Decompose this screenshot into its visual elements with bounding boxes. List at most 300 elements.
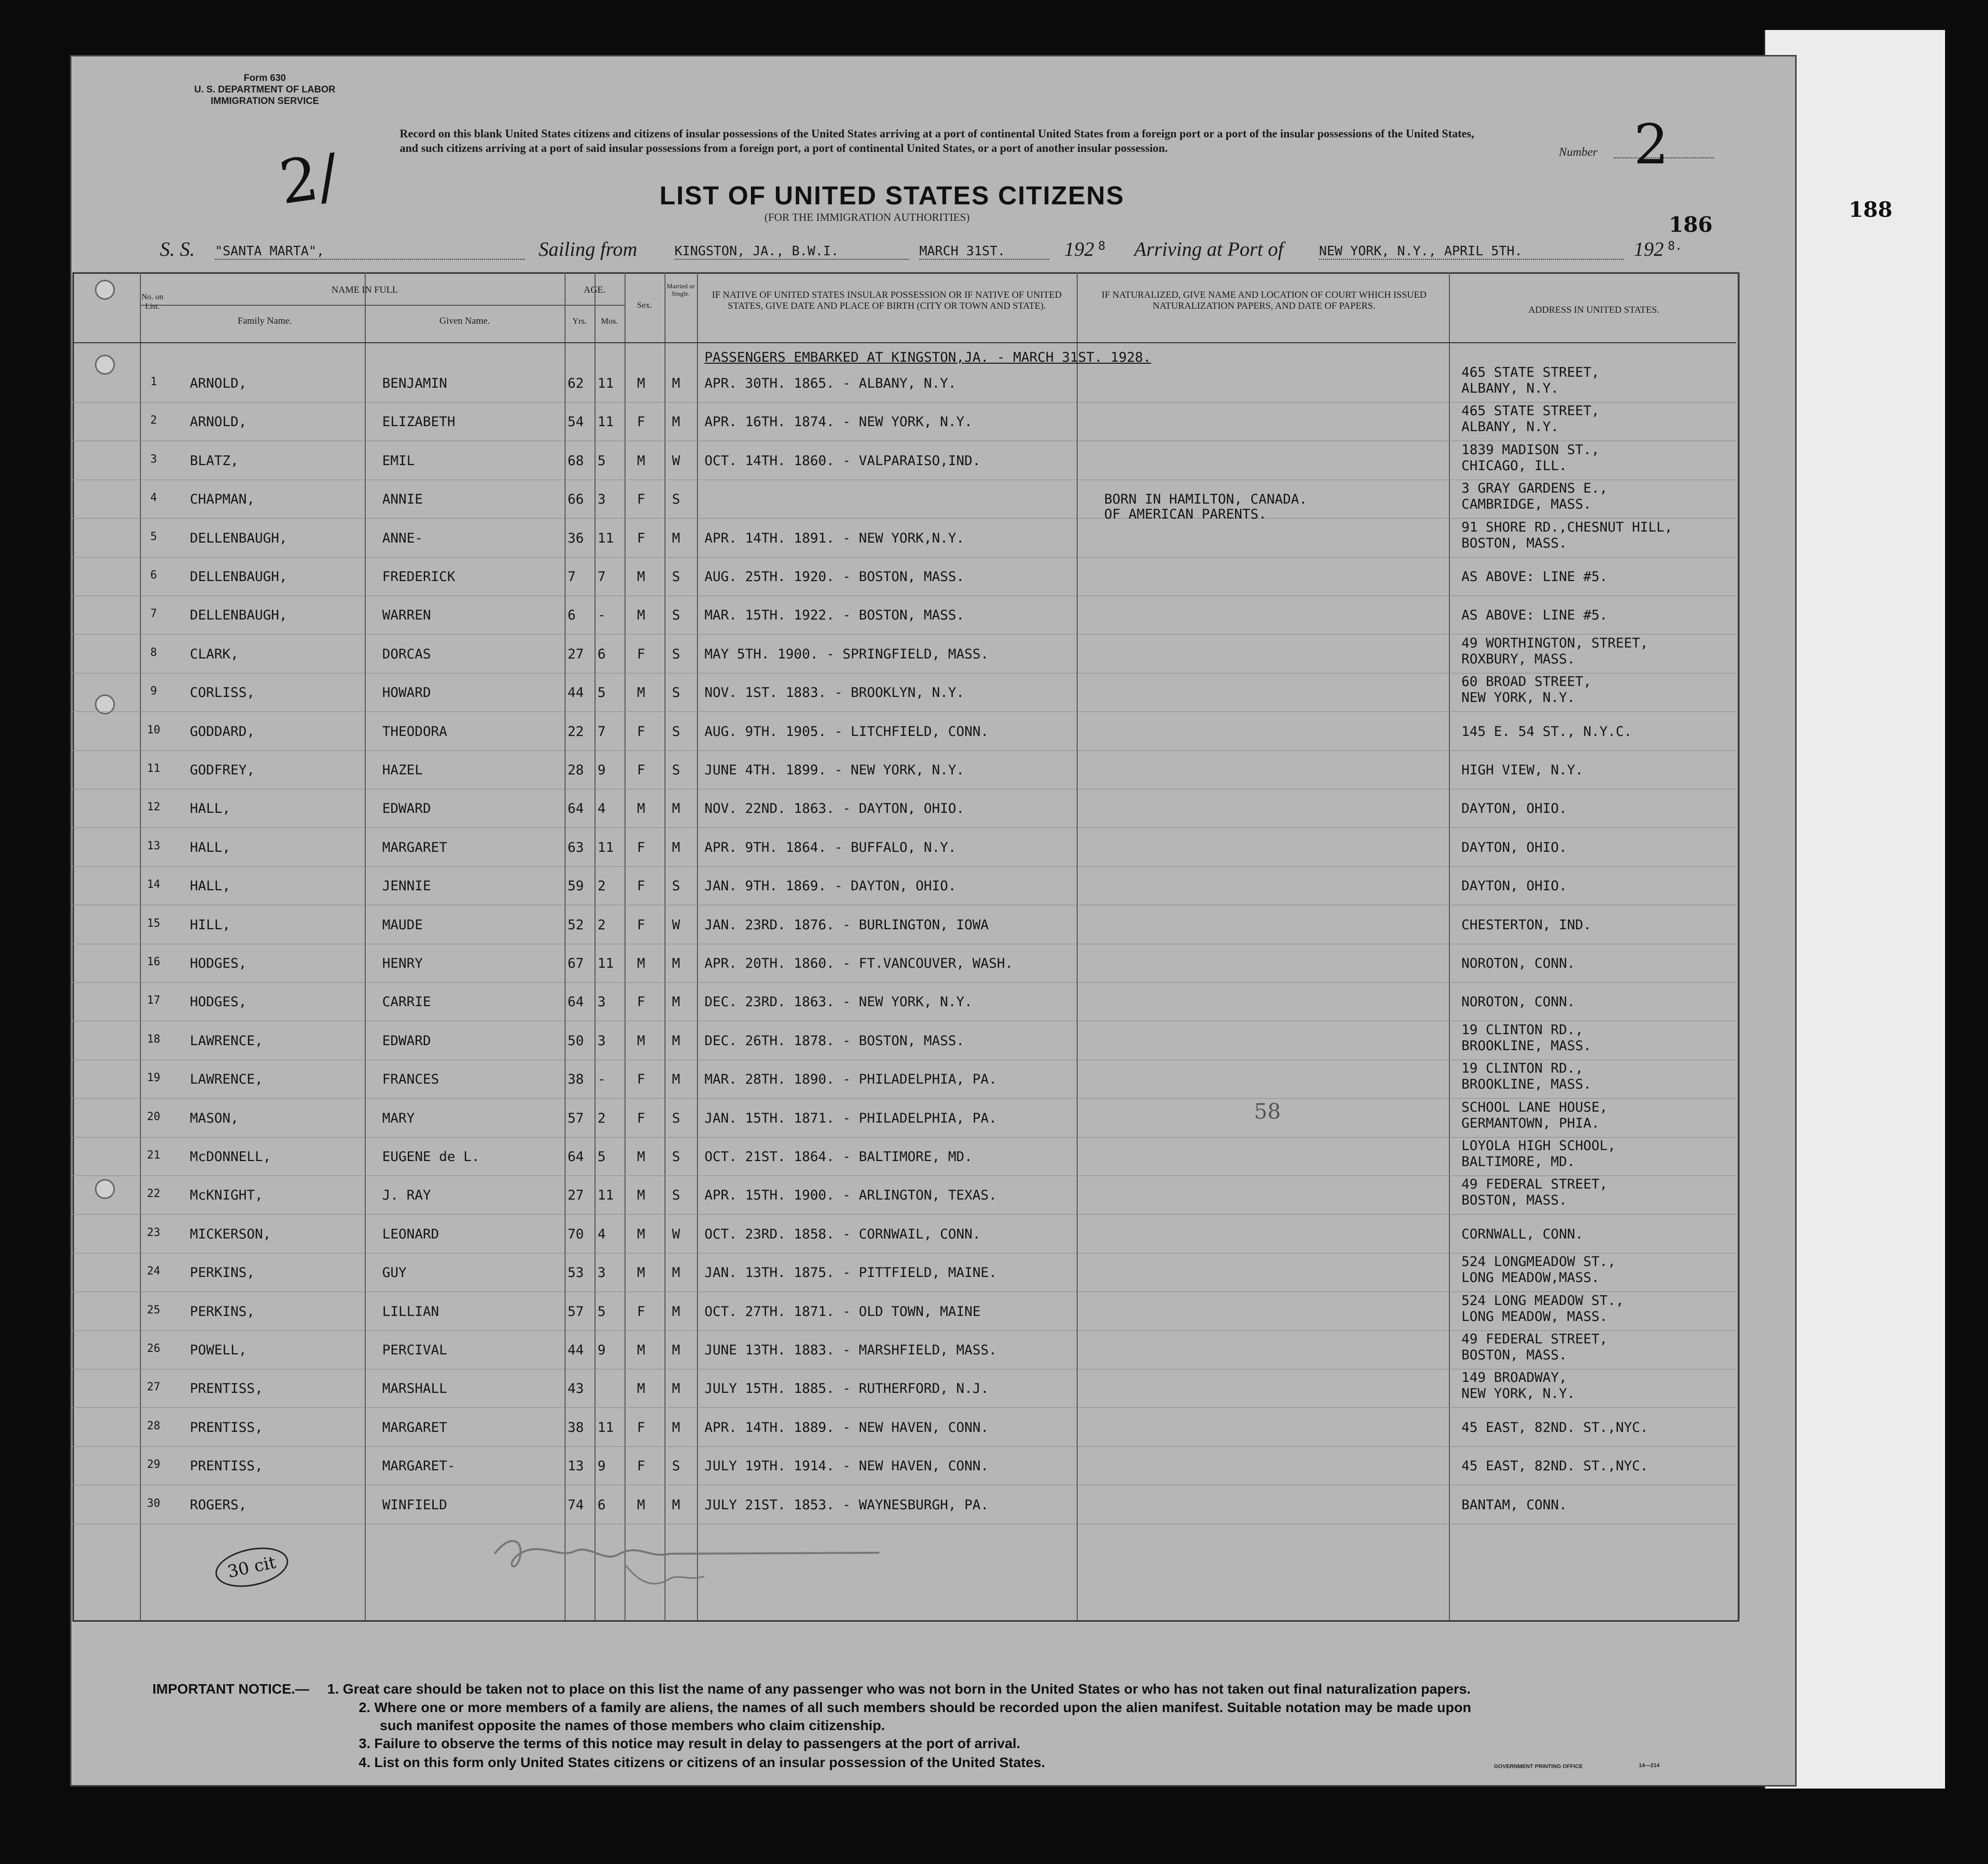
birth-date-place: JAN. 15TH. 1871. - PHILADELPHIA, PA.: [704, 1111, 997, 1126]
birth-date-place: MAR. 15TH. 1922. - BOSTON, MASS.: [704, 608, 965, 623]
us-address-line: CHESTERTON, IND.: [1461, 917, 1592, 933]
birth-date-place: OCT. 21ST. 1864. - BALTIMORE, MD.: [704, 1149, 973, 1165]
row-number: 7: [150, 608, 157, 620]
family-name: LAWRENCE,: [190, 1033, 263, 1049]
sex: F: [637, 762, 646, 778]
sex: M: [637, 1342, 646, 1358]
us-address-line: BANTAM, CONN.: [1461, 1497, 1567, 1513]
sex: M: [637, 376, 646, 391]
sex: F: [637, 994, 646, 1010]
sex: F: [637, 492, 646, 507]
age-months: 2: [598, 1111, 606, 1126]
us-address-line: 19 CLINTON RD.,: [1461, 1061, 1583, 1076]
us-address-line: GERMANTOWN, PHIA.: [1461, 1116, 1600, 1131]
age-months: 11: [598, 414, 614, 430]
row-divider: [72, 557, 1736, 558]
birth-date-place: MAY 5TH. 1900. - SPRINGFIELD, MASS.: [704, 646, 989, 662]
department-name: U. S. DEPARTMENT OF LABOR: [194, 84, 336, 95]
given-name: LEONARD: [382, 1227, 439, 1242]
col-address: ADDRESS IN UNITED STATES.: [1528, 305, 1660, 315]
age-years: 22: [568, 724, 584, 739]
age-years: 57: [568, 1304, 584, 1319]
sailing-label: Sailing from: [539, 238, 638, 260]
sex: F: [637, 1072, 646, 1087]
age-years: 7: [568, 569, 576, 585]
ship-name: "SANTA MARTA",: [215, 244, 525, 260]
row-divider: [72, 1214, 1736, 1215]
marital-status: M: [672, 994, 680, 1010]
row-number: 2: [150, 414, 157, 427]
notice-item-1: 1. Great care should be taken not to place on this list the name of any passenger who was not born in the United States or who has not taken out final naturalization papers.: [327, 1681, 1471, 1697]
row-number: 11: [147, 762, 160, 775]
age-months: 2: [598, 878, 606, 894]
page-number: 186: [1669, 212, 1713, 237]
sex: F: [637, 646, 646, 662]
given-name: EMIL: [382, 453, 415, 469]
family-name: HILL,: [190, 917, 231, 933]
row-number: 14: [147, 878, 160, 891]
given-name: HOWARD: [382, 685, 431, 700]
family-name: HALL,: [190, 878, 231, 894]
col-sex: Sex.: [637, 300, 652, 310]
us-address-line: SCHOOL LANE HOUSE,: [1461, 1100, 1608, 1115]
us-address-line: CHICAGO, ILL.: [1461, 458, 1567, 474]
family-name: HALL,: [190, 801, 231, 816]
age-months: 6: [598, 1497, 606, 1513]
us-address-line: DAYTON, OHIO.: [1461, 878, 1567, 894]
marital-status: W: [672, 453, 680, 469]
row-divider: [72, 1098, 1736, 1099]
sex: F: [637, 531, 646, 546]
us-address-line: 49 WORTHINGTON, STREET,: [1461, 635, 1648, 651]
col-name-in-full: NAME IN FULL: [331, 285, 398, 295]
us-address-line: 49 FEDERAL STREET,: [1461, 1331, 1608, 1347]
family-name: PRENTISS,: [190, 1458, 263, 1474]
row-number: 21: [147, 1149, 160, 1162]
column-divider: [365, 272, 366, 1620]
row-number: 1: [150, 376, 157, 388]
margin-number: 58: [1254, 1099, 1281, 1124]
record-instructions: Record on this blank United States citizens and citizens of insular possessions of the United States arriving at a port of continental United States from a foreign port or a port of the insular possessions of the United States, and such citizens arriving at a port of said insular possessions from a foreign port, a port of continental United States, or a port of another insular possession.: [400, 127, 1474, 154]
us-address-line: 49 FEDERAL STREET,: [1461, 1177, 1608, 1192]
age-months: 3: [598, 994, 606, 1010]
birth-date-place: APR. 20TH. 1860. - FT.VANCOUVER, WASH.: [704, 956, 1013, 971]
given-name: CARRIE: [382, 994, 431, 1010]
embarked-note: PASSENGERS EMBARKED AT KINGSTON,JA. - MARCH 31ST. 1928.: [704, 350, 1152, 365]
sex: F: [637, 840, 646, 855]
us-address-line: BROOKLINE, MASS.: [1461, 1077, 1592, 1092]
family-name: ARNOLD,: [190, 376, 247, 391]
us-address-line: ROXBURY, MASS.: [1461, 651, 1575, 667]
notice-item-3: 3. Failure to observe the terms of this notice may result in delay to passengers at the port of arrival.: [359, 1736, 1021, 1751]
family-name: BLATZ,: [190, 453, 239, 469]
age-months: 11: [598, 1188, 614, 1203]
marital-status: S: [672, 569, 680, 585]
sex: M: [637, 956, 646, 971]
us-address-line: CAMBRIDGE, MASS.: [1461, 497, 1592, 512]
family-name: PRENTISS,: [190, 1420, 263, 1435]
naturalization-info: BORN IN HAMILTON, CANADA.: [1104, 492, 1308, 507]
family-name: MASON,: [190, 1111, 239, 1126]
family-name: LAWRENCE,: [190, 1072, 263, 1087]
marital-status: M: [672, 1342, 680, 1358]
age-years: 27: [568, 1188, 584, 1203]
marital-status: S: [672, 1188, 680, 1203]
row-divider: [72, 1446, 1736, 1447]
age-months: 4: [598, 1227, 606, 1242]
age-months: 5: [598, 1149, 606, 1165]
sex: F: [637, 1304, 646, 1319]
row-divider: [72, 1330, 1736, 1331]
passenger-table: [72, 272, 1739, 1622]
marital-status: M: [672, 956, 680, 971]
marital-status: M: [672, 1072, 680, 1087]
us-address-line: BALTIMORE, MD.: [1461, 1154, 1575, 1170]
marital-status: S: [672, 608, 680, 623]
family-name: CHAPMAN,: [190, 492, 255, 507]
us-address-line: 524 LONGMEADOW ST.,: [1461, 1254, 1616, 1269]
sailing-date: MARCH 31ST.: [919, 244, 1049, 260]
handwritten-mark: 2/: [275, 141, 343, 218]
row-divider: [72, 1407, 1736, 1408]
birth-date-place: APR. 14TH. 1889. - NEW HAVEN, CONN.: [704, 1420, 989, 1435]
birth-date-place: NOV. 1ST. 1883. - BROOKLYN, N.Y.: [704, 685, 965, 700]
service-name: IMMIGRATION SERVICE: [210, 96, 319, 106]
sailing-year-digit: 8: [1098, 239, 1106, 253]
family-name: HALL,: [190, 840, 231, 855]
notice-item-4: 4. List on this form only United States citizens or citizens of an insular possession of the United States.: [359, 1755, 1045, 1770]
age-months: 3: [598, 492, 606, 507]
marital-status: M: [672, 531, 680, 546]
age-years: 27: [568, 646, 584, 662]
given-name: DORCAS: [382, 646, 431, 662]
sailing-port: KINGSTON, JA., B.W.I.: [674, 244, 909, 260]
row-number: 20: [147, 1111, 160, 1123]
us-address-line: BOSTON, MASS.: [1461, 1193, 1567, 1208]
us-address-line: AS ABOVE: LINE #5.: [1461, 569, 1608, 585]
marital-status: M: [672, 414, 680, 430]
given-name: MARGARET-: [382, 1458, 456, 1474]
family-name: HODGES,: [190, 956, 247, 971]
us-address-line: LONG MEADOW, MASS.: [1461, 1309, 1608, 1324]
form-identifier: [185, 72, 345, 107]
us-address-line: BOSTON, MASS.: [1461, 1347, 1567, 1363]
col-family-name: Family Name.: [237, 316, 292, 326]
age-years: 38: [568, 1072, 584, 1087]
us-address-line: NOROTON, CONN.: [1461, 994, 1575, 1010]
marital-status: S: [672, 1458, 680, 1474]
column-divider: [1449, 272, 1450, 1620]
column-divider: [697, 272, 698, 1620]
age-months: 9: [598, 1342, 606, 1358]
marital-status: S: [672, 878, 680, 894]
birth-date-place: OCT. 23RD. 1858. - CORNWAIL, CONN.: [704, 1227, 981, 1242]
given-name: MAUDE: [382, 917, 423, 933]
us-address-line: 465 STATE STREET,: [1461, 403, 1600, 419]
arrival-year-prefix: 192: [1634, 238, 1664, 260]
row-number: 25: [147, 1304, 160, 1316]
page-subtitle: (FOR THE IMMIGRATION AUTHORITIES): [764, 211, 970, 223]
sex: F: [637, 1458, 646, 1474]
birth-date-place: DEC. 23RD. 1863. - NEW YORK, N.Y.: [704, 994, 973, 1010]
family-name: DELLENBAUGH,: [190, 531, 288, 546]
birth-date-place: MAR. 28TH. 1890. - PHILADELPHIA, PA.: [704, 1072, 997, 1087]
birth-date-place: JULY 15TH. 1885. - RUTHERFORD, N.J.: [704, 1381, 989, 1396]
age-years: 67: [568, 956, 584, 971]
naturalization-info: OF AMERICAN PARENTS.: [1104, 507, 1267, 522]
birth-date-place: DEC. 26TH. 1878. - BOSTON, MASS.: [704, 1033, 965, 1049]
birth-date-place: JULY 21ST. 1853. - WAYNESBURGH, PA.: [704, 1497, 989, 1513]
age-months: -: [598, 1072, 606, 1087]
age-years: 64: [568, 1149, 584, 1165]
row-number: 18: [147, 1033, 160, 1046]
age-years: 54: [568, 414, 584, 430]
given-name: FRANCES: [382, 1072, 439, 1087]
column-divider: [1739, 272, 1740, 1620]
age-months: 5: [598, 453, 606, 469]
given-name: EUGENE de L.: [382, 1149, 480, 1165]
family-name: PERKINS,: [190, 1265, 255, 1280]
age-months: 4: [598, 801, 606, 816]
family-name: GODFREY,: [190, 762, 255, 778]
sex: M: [637, 1227, 646, 1242]
given-name: PERCIVAL: [382, 1342, 448, 1358]
us-address-line: DAYTON, OHIO.: [1461, 840, 1567, 855]
col-mos: Mos.: [601, 316, 619, 326]
birth-date-place: OCT. 27TH. 1871. - OLD TOWN, MAINE: [704, 1304, 981, 1319]
family-name: McKNIGHT,: [190, 1188, 263, 1203]
age-months: 9: [598, 1458, 606, 1474]
given-name: ELIZABETH: [382, 414, 456, 430]
age-years: 53: [568, 1265, 584, 1280]
row-number: 6: [150, 569, 157, 582]
us-address-line: 60 BROAD STREET,: [1461, 674, 1592, 689]
sex: M: [637, 801, 646, 816]
age-months: -: [598, 608, 606, 623]
birth-date-place: APR. 16TH. 1874. - NEW YORK, N.Y.: [704, 414, 973, 430]
row-divider: [72, 518, 1736, 519]
age-months: 11: [598, 956, 614, 971]
age-months: 11: [598, 840, 614, 855]
column-divider: [664, 272, 665, 1620]
given-name: GUY: [382, 1265, 407, 1280]
sex: M: [637, 1188, 646, 1203]
sex: F: [637, 414, 646, 430]
row-number: 10: [147, 724, 160, 736]
row-divider: [72, 982, 1736, 983]
age-years: 62: [568, 376, 584, 391]
us-address-line: 465 STATE STREET,: [1461, 365, 1600, 380]
notice-label: IMPORTANT NOTICE.—: [152, 1681, 309, 1697]
age-years: 64: [568, 801, 584, 816]
page-title: LIST OF UNITED STATES CITIZENS: [660, 181, 1125, 210]
age-months: 9: [598, 762, 606, 778]
family-name: DELLENBAUGH,: [190, 569, 288, 585]
sex: F: [637, 878, 646, 894]
us-address-line: 524 LONG MEADOW ST.,: [1461, 1293, 1624, 1308]
age-years: 64: [568, 994, 584, 1010]
inspector-signature: [490, 1524, 899, 1599]
age-years: 28: [568, 762, 584, 778]
form-number: Form 630: [243, 73, 286, 83]
row-number: 3: [150, 453, 157, 466]
age-years: 36: [568, 531, 584, 546]
row-number: 9: [150, 685, 157, 697]
column-divider: [140, 272, 141, 1620]
family-name: McDONNELL,: [190, 1149, 271, 1165]
row-number: 29: [147, 1458, 160, 1471]
sex: M: [637, 569, 646, 585]
form-code: 14—214: [1639, 1763, 1660, 1769]
given-name: BENJAMIN: [382, 376, 448, 391]
family-name: HODGES,: [190, 994, 247, 1010]
header-divider: [565, 305, 625, 306]
us-address-line: HIGH VIEW, N.Y.: [1461, 762, 1583, 778]
sex: M: [637, 608, 646, 623]
age-years: 57: [568, 1111, 584, 1126]
age-months: 2: [598, 917, 606, 933]
birth-date-place: APR. 15TH. 1900. - ARLINGTON, TEXAS.: [704, 1188, 997, 1203]
age-years: 50: [568, 1033, 584, 1049]
birth-date-place: JUNE 13TH. 1883. - MARSHFIELD, MASS.: [704, 1342, 997, 1358]
us-address-line: CORNWALL, CONN.: [1461, 1227, 1583, 1242]
row-number: 26: [147, 1342, 160, 1355]
given-name: MARGARET: [382, 840, 448, 855]
sex: M: [637, 1265, 646, 1280]
us-address-line: 145 E. 54 ST., N.Y.C.: [1461, 724, 1632, 739]
given-name: ANNE-: [382, 531, 423, 546]
marital-status: M: [672, 1265, 680, 1280]
age-months: 5: [598, 1304, 606, 1319]
col-naturalized: IF NATURALIZED, GIVE NAME AND LOCATION OF COURT WHICH ISSUED NATURALIZATION PAPERS, AND DATE OF PAPERS.: [1101, 290, 1427, 311]
birth-date-place: APR. 9TH. 1864. - BUFFALO, N.Y.: [704, 840, 956, 855]
row-divider: [72, 402, 1736, 403]
us-address-line: 45 EAST, 82ND. ST.,NYC.: [1461, 1458, 1648, 1474]
age-years: 74: [568, 1497, 584, 1513]
family-name: GODDARD,: [190, 724, 255, 739]
birth-date-place: JULY 19TH. 1914. - NEW HAVEN, CONN.: [704, 1458, 989, 1474]
sailing-year-prefix: 192: [1064, 238, 1094, 260]
age-years: 66: [568, 492, 584, 507]
row-divider: [72, 1137, 1736, 1138]
age-months: 11: [598, 376, 614, 391]
age-years: 38: [568, 1420, 584, 1435]
age-months: 5: [598, 685, 606, 700]
us-address-line: 19 CLINTON RD.,: [1461, 1022, 1583, 1038]
family-name: PRENTISS,: [190, 1381, 263, 1396]
birth-date-place: AUG. 9TH. 1905. - LITCHFIELD, CONN.: [704, 724, 989, 739]
row-number: 19: [147, 1072, 160, 1084]
marital-status: M: [672, 1381, 680, 1396]
underlying-page-number: 188: [1849, 197, 1893, 222]
given-name: THEODORA: [382, 724, 448, 739]
header-divider: [140, 305, 565, 306]
row-number: 30: [147, 1497, 160, 1510]
column-divider: [1077, 272, 1078, 1620]
row-number: 15: [147, 917, 160, 930]
family-name: ROGERS,: [190, 1497, 247, 1513]
row-number: 24: [147, 1265, 160, 1277]
marital-status: M: [672, 1497, 680, 1513]
column-divider: [565, 272, 566, 1620]
us-address-line: ALBANY, N.Y.: [1461, 381, 1559, 396]
age-months: 11: [598, 1420, 614, 1435]
notice-item-2: 2. Where one or more members of a family are aliens, the names of all such members should be recorded upon the alien manifest. Suitable notation may be made upon: [359, 1700, 1471, 1715]
marital-status: M: [672, 840, 680, 855]
given-name: J. RAY: [382, 1188, 431, 1203]
printer-imprint: GOVERNMENT PRINTING OFFICE: [1494, 1764, 1583, 1770]
arriving-label: Arriving at Port of: [1134, 238, 1284, 260]
us-address-line: NEW YORK, N.Y.: [1461, 690, 1575, 705]
marital-status: W: [672, 917, 680, 933]
col-married-single: Married or Single.: [666, 282, 695, 297]
us-address-line: 91 SHORE RD.,CHESNUT HILL,: [1461, 520, 1673, 535]
given-name: WARREN: [382, 608, 431, 623]
age-months: 6: [598, 646, 606, 662]
column-divider: [625, 272, 626, 1620]
row-divider: [72, 1291, 1736, 1292]
us-address-line: 3 GRAY GARDENS E.,: [1461, 481, 1608, 496]
given-name: EDWARD: [382, 1033, 431, 1049]
given-name: ANNIE: [382, 492, 423, 507]
sex: F: [637, 1111, 646, 1126]
row-divider: [72, 866, 1736, 867]
marital-status: M: [672, 1304, 680, 1319]
marital-status: S: [672, 724, 680, 739]
row-number: 17: [147, 994, 160, 1007]
age-years: 44: [568, 685, 584, 700]
given-name: FREDERICK: [382, 569, 456, 585]
given-name: HAZEL: [382, 762, 423, 778]
family-name: CORLISS,: [190, 685, 255, 700]
us-address-line: 1839 MADISON ST.,: [1461, 442, 1600, 458]
sex: F: [637, 917, 646, 933]
row-divider: [72, 750, 1736, 751]
age-months: 7: [598, 569, 606, 585]
row-number: 8: [150, 646, 157, 659]
age-months: 3: [598, 1265, 606, 1280]
birth-date-place: JAN. 23RD. 1876. - BURLINGTON, IOWA: [704, 917, 989, 933]
row-number: 28: [147, 1420, 160, 1432]
marital-status: S: [672, 1111, 680, 1126]
marital-status: S: [672, 492, 680, 507]
given-name: MARGARET: [382, 1420, 448, 1435]
marital-status: M: [672, 376, 680, 391]
us-address-line: NOROTON, CONN.: [1461, 956, 1575, 971]
marital-status: S: [672, 1149, 680, 1165]
birth-date-place: JAN. 13TH. 1875. - PITTFIELD, MAINE.: [704, 1265, 997, 1280]
col-given-name: Given Name.: [439, 316, 490, 326]
marital-status: S: [672, 685, 680, 700]
us-address-line: BOSTON, MASS.: [1461, 536, 1567, 551]
given-name: MARY: [382, 1111, 415, 1126]
row-divider: [72, 827, 1736, 828]
arrival-port: NEW YORK, N.Y., APRIL 5TH.: [1319, 244, 1624, 260]
marital-status: M: [672, 1420, 680, 1435]
age-years: 59: [568, 878, 584, 894]
birth-date-place: APR. 14TH. 1891. - NEW YORK,N.Y.: [704, 531, 965, 546]
marital-status: S: [672, 646, 680, 662]
age-months: 3: [598, 1033, 606, 1049]
notice-item-2-cont: such manifest opposite the names of those members who claim citizenship.: [380, 1718, 885, 1733]
age-years: 52: [568, 917, 584, 933]
col-age: AGE.: [584, 285, 606, 295]
age-months: 7: [598, 724, 606, 739]
sex: M: [637, 1149, 646, 1165]
given-name: HENRY: [382, 956, 423, 971]
header-bottom-line: [72, 342, 1736, 343]
sex: M: [637, 1033, 646, 1049]
